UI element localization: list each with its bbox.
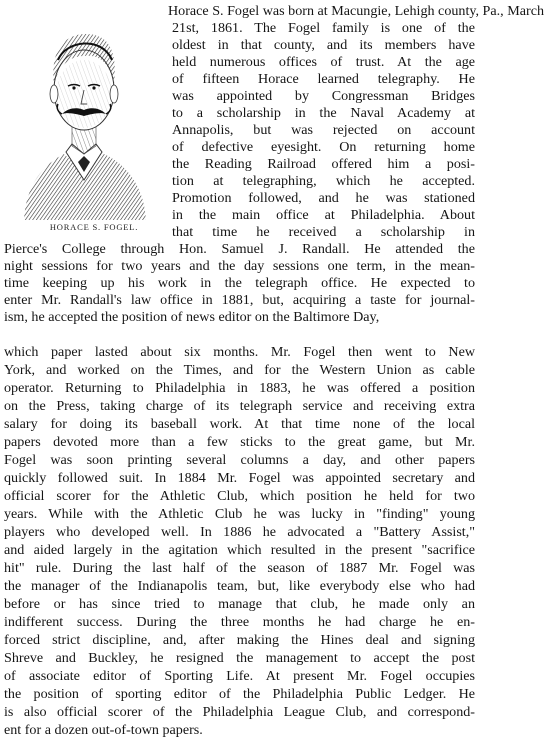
text-line: of defective eyesight. On returning home [172, 139, 475, 155]
text-line: 21st, 1861. The Fogel family is one of the [172, 20, 475, 36]
text-line: ism, he accepted the position of news editor on the Baltimore Day, [4, 309, 380, 325]
text-line: official scorer for the Athletic Club, which position he held for two [4, 488, 475, 504]
text-line: Pierce's College through Hon. Samuel J. Randall. He attended the [4, 241, 475, 257]
text-line: oldest in that county, and its members have [172, 37, 475, 53]
text-line: time keeping up his work in the telegraph office. He expected to [4, 275, 475, 291]
text-line: which paper lasted about six months. Mr. Fogel then went to New [4, 344, 475, 360]
text-line: years. While with the Athletic Club he was lucky in "finding" young [4, 506, 475, 522]
text-line: the Reading Railroad offered him a posi- [172, 156, 475, 172]
text-line: is also official scorer of the Philadelphia League Club, and correspond- [4, 704, 475, 720]
text-line: the position of sporting editor of the Philadelphia Public Ledger. He [4, 686, 475, 702]
text-line: on the Press, taking charge of its telegraph service and receiving extra [4, 398, 475, 414]
text-line: Annapolis, but was rejected on account [172, 122, 475, 138]
text-line: York, and worked on the Times, and for the Western Union as cable [4, 362, 475, 378]
text-line: indifferent success. During the three months he had charge he en- [4, 614, 475, 630]
text-line: ent for a dozen out-of-town papers. [4, 722, 203, 738]
text-line: of fifteen Horace learned telegraphy. He [172, 71, 475, 87]
text-line: of associate editor of Sporting Life. At present Mr. Fogel occupies [4, 668, 475, 684]
text-line: to a scholarship in the Naval Academy at [172, 105, 475, 121]
portrait-caption: HORACE S. FOGEL. [49, 222, 139, 232]
text-line: that time he received a scholarship in [172, 224, 475, 240]
text-line: before or has since tried to manage that club, he made only an [4, 596, 475, 612]
text-line: players who developed well. In 1886 he advocated a "Battery Assist," [4, 524, 475, 540]
text-line: Promotion followed, and he was stationed [172, 190, 475, 206]
text-line: and aided largely in the agitation which resulted in the present "sacrifice [4, 542, 475, 558]
text-line: held numerous offices of trust. At the age [172, 54, 475, 70]
portrait-engraving [4, 4, 166, 246]
text-line: in the main office at Philadelphia. About [172, 207, 475, 223]
text-line: operator. Returning to Philadelphia in 1883, he was offered a position [4, 380, 475, 396]
text-line: papers devoted more than a few sticks to the great game, but Mr. [4, 434, 475, 450]
text-line: tion at telegraphing, which he accepted. [172, 173, 475, 189]
text-line: enter Mr. Randall's law office in 1881, but, acquiring a taste for journal- [4, 292, 475, 308]
text-line: hit" rule. During the last half of the season of 1887 Mr. Fogel was [4, 560, 475, 576]
text-line: Horace S. Fogel was born at Macungie, Lehigh county, Pa., March [168, 3, 544, 19]
text-line: salary for doing its baseball work. At that time none of the local [4, 416, 475, 432]
text-line: quickly followed suit. In 1884 Mr. Fogel was appointed secretary and [4, 470, 475, 486]
text-line: night sessions for two years and the day sessions one term, in the mean- [4, 258, 475, 274]
text-line: was appointed by Congressman Bridges [172, 88, 475, 104]
text-line: Shreve and Buckley, he resigned the management to accept the post [4, 650, 475, 666]
text-line: forced strict discipline, and, after making the Hines deal and signing [4, 632, 475, 648]
text-line: Fogel was soon printing several columns a day, and other papers [4, 452, 475, 468]
text-line: the manager of the Indianapolis team, but, like everybody else who had [4, 578, 475, 594]
